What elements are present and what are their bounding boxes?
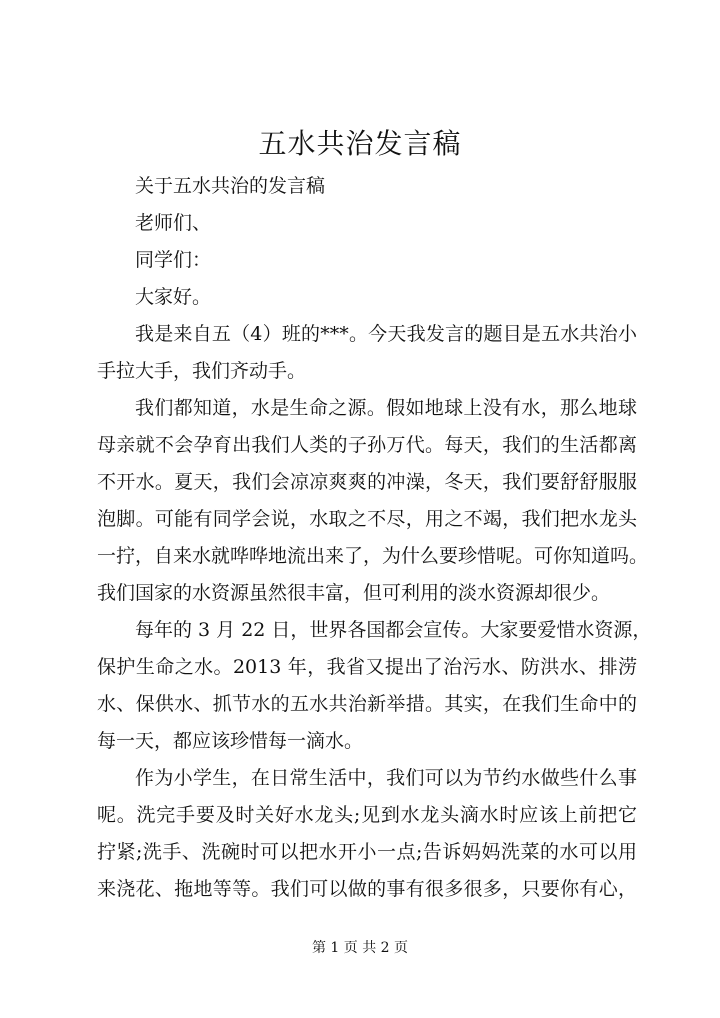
- text-line: 保护生命之水。2013 年，我省又提出了治污水、防洪水、排涝: [97, 656, 637, 678]
- text-line: 每年的 3 月 22 日，世界各国都会宣传。大家要爱惜水资源，: [135, 619, 652, 641]
- text-line: 我是来自五（4）班的***。今天我发言的题目是五水共治小: [135, 323, 637, 345]
- text-line: 母亲就不会孕育出我们人类的子孙万代。每天，我们的生活都离: [97, 434, 637, 456]
- text-line: 手拉大手，我们齐动手。: [97, 360, 307, 382]
- text-line: 我们都知道，水是生命之源。假如地球上没有水，那么地球: [135, 397, 637, 419]
- text-line: 泡脚。可能有同学会说，水取之不尽，用之不竭，我们把水龙头: [97, 508, 637, 530]
- text-line: 来浇花、拖地等等。我们可以做的事有很多很多，只要你有心，: [97, 878, 637, 900]
- text-line: 同学们：: [135, 249, 212, 271]
- text-line: 拧紧;洗手、洗碗时可以把水开小一点;告诉妈妈洗菜的水可以用: [97, 841, 637, 863]
- text-line: 大家好。: [135, 286, 212, 308]
- text-line: 我们国家的水资源虽然很丰富，但可利用的淡水资源却很少。: [97, 582, 611, 604]
- document-body: [97, 168, 652, 908]
- text-line: 水、保供水、抓节水的五水共治新举措。其实，在我们生命中的: [97, 693, 637, 715]
- text-line: 呢。洗完手要及时关好水龙头;见到水龙头滴水时应该上前把它: [97, 804, 637, 826]
- text-line: 关于五水共治的发言稿: [135, 175, 326, 197]
- text-line: 作为小学生，在日常生活中，我们可以为节约水做些什么事: [135, 767, 637, 789]
- text-line: 老师们、: [135, 212, 212, 234]
- page-footer: 第 1 页 共 2 页: [311, 940, 409, 956]
- document-title: 五水共治发言稿: [258, 127, 462, 160]
- text-line: 不开水。夏天，我们会凉凉爽爽的冲澡，冬天，我们要舒舒服服: [97, 471, 637, 493]
- text-line: 一拧，自来水就哗哗地流出来了，为什么要珍惜呢。可你知道吗。: [97, 545, 649, 567]
- text-line: 每一天，都应该珍惜每一滴水。: [97, 730, 364, 752]
